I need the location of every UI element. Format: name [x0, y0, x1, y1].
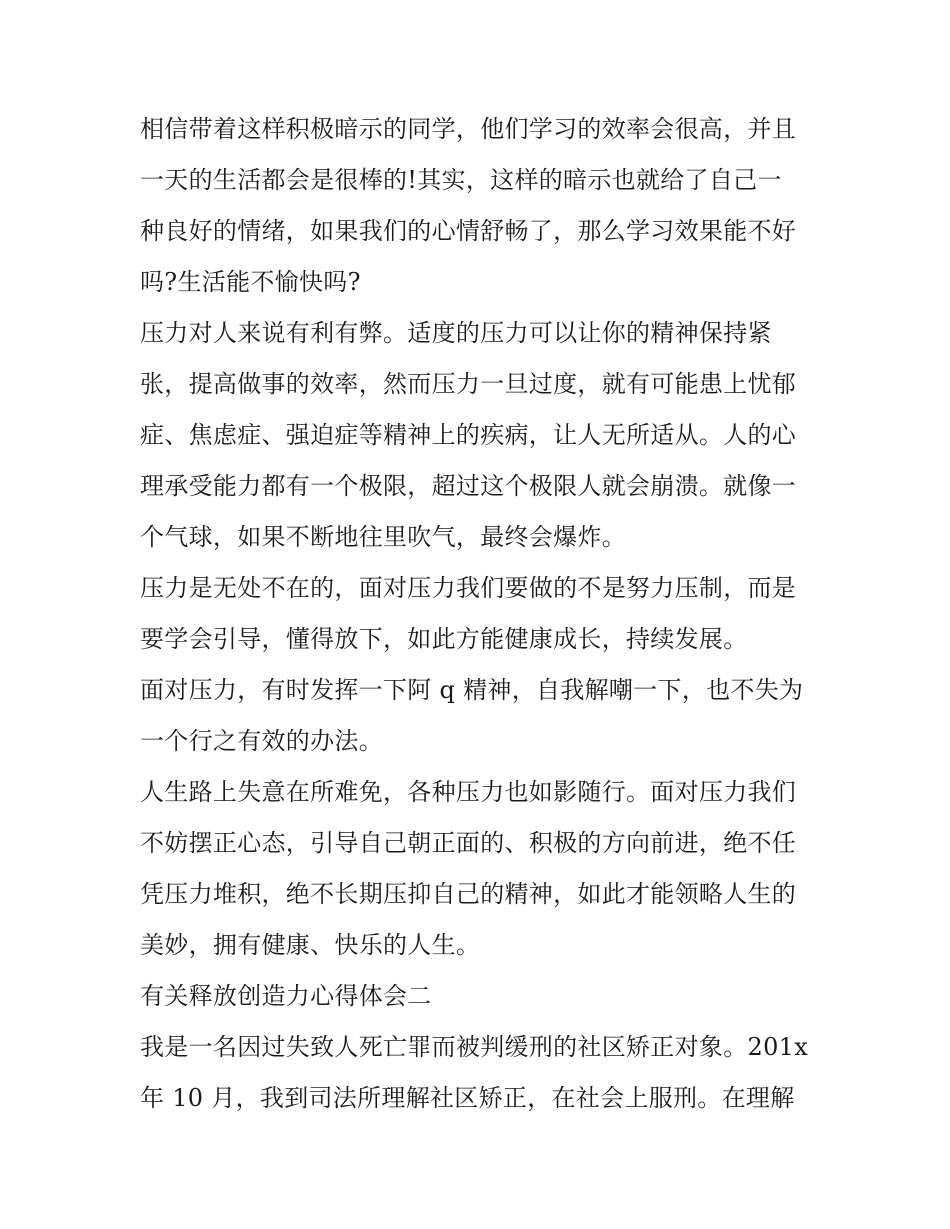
paragraph: [140, 665, 812, 767]
section-heading: [140, 971, 812, 1022]
text-line: 张，提高做事的效率，然而压力一旦过度，就有可能患上忧郁: [140, 370, 797, 398]
text-line: 人生路上失意在所难免，各种压力也如影随行。面对压力我们: [140, 778, 797, 806]
paragraph: [140, 104, 812, 308]
text-line: 凭压力堆积，绝不长期压抑自己的精神，如此才能领略人生的: [140, 880, 797, 908]
text-line: 种良好的情绪，如果我们的心情舒畅了，那么学习效果能不好: [140, 217, 797, 245]
text-line: 一天的生活都会是很棒的!其实，这样的暗示也就给了自己一: [140, 166, 782, 194]
paragraph: [140, 563, 812, 665]
text-line: 年 10 月，我到司法所理解社区矫正，在社会上服刑。在理解: [140, 1084, 795, 1112]
text-line: 相信带着这样积极暗示的同学，他们学习的效率会很高，并且: [140, 115, 797, 143]
text-line: 我是一名因过失致人死亡罪而被判缓刑的社区矫正对象。201x: [140, 1033, 809, 1061]
text-line: 症、焦虑症、强迫症等精神上的疾病，让人无所适从。人的心: [140, 421, 797, 449]
text-line: 面对压力，有时发挥一下阿 q 精神，自我解嘲一下，也不失为: [140, 676, 804, 704]
text-line: 美妙，拥有健康、快乐的人生。: [140, 931, 481, 959]
text-line: 吗?生活能不愉快吗?: [140, 268, 361, 296]
text-line: 要学会引导，懂得放下，如此方能健康成长，持续发展。: [140, 625, 748, 653]
paragraph: [140, 1022, 812, 1124]
paragraph: [140, 308, 812, 563]
paragraph: [140, 767, 812, 971]
text-line: 不妨摆正心态，引导自己朝正面的、积极的方向前进，绝不任: [140, 829, 797, 857]
text-line: 压力对人来说有利有弊。适度的压力可以让你的精神保持紧: [140, 319, 772, 347]
document-body: [140, 104, 812, 1124]
text-line: 压力是无处不在的，面对压力我们要做的不是努力压制，而是: [140, 574, 797, 602]
text-line: 有关释放创造力心得体会二: [140, 982, 432, 1010]
text-line: 个气球，如果不断地往里吹气，最终会爆炸。: [140, 523, 626, 551]
text-line: 理承受能力都有一个极限，超过这个极限人就会崩溃。就像一: [140, 472, 797, 500]
text-line: 一个行之有效的办法。: [140, 727, 383, 755]
